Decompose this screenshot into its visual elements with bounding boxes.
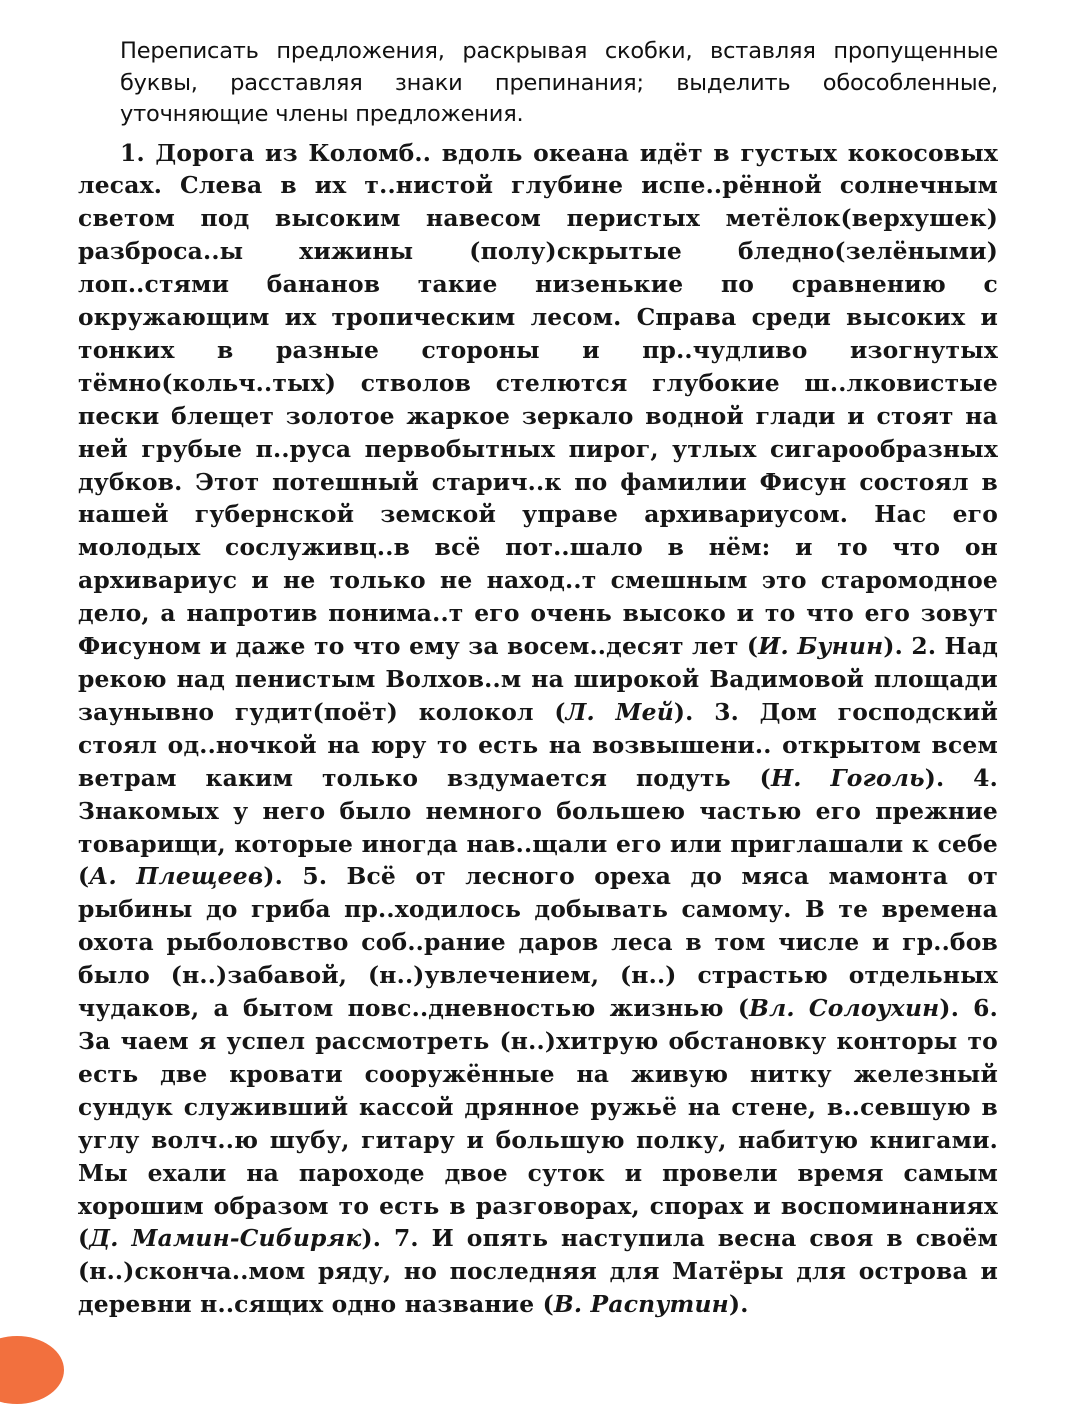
task-heading: Переписать предложения, раскрывая скобки, вставляя пропущенные буквы, расставляя знаки препинания; выделить обособленные, уточняющие члены предложения. (120, 38, 998, 127)
text-segment: ). 2. Над рекою над пенистым Волхов..м на широкой Вадимовой площади заунывно гудит(поёт) колокол ( (78, 632, 999, 726)
text-segment: ). 7. И опять наступила весна своя в своём (н..)сконча..мом ряду, но последняя для Матёры для острова и деревни н..сящих одно название ( (78, 1224, 998, 1319)
author-name: А. Плещеев (89, 862, 264, 891)
text-segment: 1. Дорога из Коломб.. вдоль океана идёт в густых кокосовых лесах. Слева в их т..нистой глубине испе..рённой солнечным светом под высоким навесом перистых метёлок(верхушек) разброса..ы хижины (полу)скрытые бледно(зелёными) лоп..стями бананов такие низенькие по сравнению с окружающим их тропическим лесом. Справа среди высоких и тонких в разные стороны и пр..чудливо изогнутых тёмно(кольч..тых) стволов стелются глубокие ш..лковистые пески блещет золотое жаркое зеркало водной глади и стоят на ней грубые п..руса первобытных пирог, утлых сигарообразных дубков. Этот потешный старич..к по фамилии Фисун состоял в нашей губернской земской управе архивариусом. Нас его молодых сослуживц..в всё пот..шало в нём: и то что он архивариус и не только не наход..т смешным это старомодное дело, а напротив понима..т его очень высоко и то что его зовут Фисуном и даже то что ему за восем..десят лет ( (78, 138, 998, 661)
textbook-page (78, 36, 998, 1321)
author-name: Л. Мей (565, 697, 674, 726)
author-name: И. Бунин (758, 632, 884, 661)
author-name: Вл. Солоухин (749, 994, 940, 1023)
author-name: Н. Гоголь (770, 763, 925, 792)
text-segment: ). 4. Знакомых у него было немного большею частью его прежние товарищи, которые иногда нав..щали его или приглашали к себе ( (78, 763, 999, 891)
text-segment: ). 5. Всё от лесного ореха до мяса мамонта от рыбины до гриба пр..ходилось добывать самому. В те времена охота рыболовство соб..рание даров леса в том числе и гр..бов было (н..)забавой, (н..)увлечением, (н..) страстью отдельных чудаков, а бытом повс..дневностью жизнью ( (78, 862, 998, 1023)
text-segment: ). (728, 1290, 749, 1319)
exercise-text (78, 137, 998, 1322)
author-name: В. Распутин (553, 1290, 729, 1319)
text-segment: ). 3. Дом господский стоял од..ночкой на юру то есть на возвышени.. открытом всем ветрам каким только вздумается подуть ( (78, 697, 998, 792)
text-segment: ). 6. За чаем я успел рассмотреть (н..)хитрую обстановку конторы то есть две кровати сооружённые на живую нитку железный сундук служивший кассой дрянное ружьё на стене, в..севшую в углу волч..ю шубу, гитару и большую полку, набитую книгами. Мы ехали на пароходе двое суток и провели время самым хорошим образом то есть в разговорах, спорах и воспоминаниях ( (78, 994, 998, 1253)
page-corner-marker (0, 1336, 64, 1404)
author-name: Д. Мамин-Сибиряк (89, 1224, 362, 1253)
